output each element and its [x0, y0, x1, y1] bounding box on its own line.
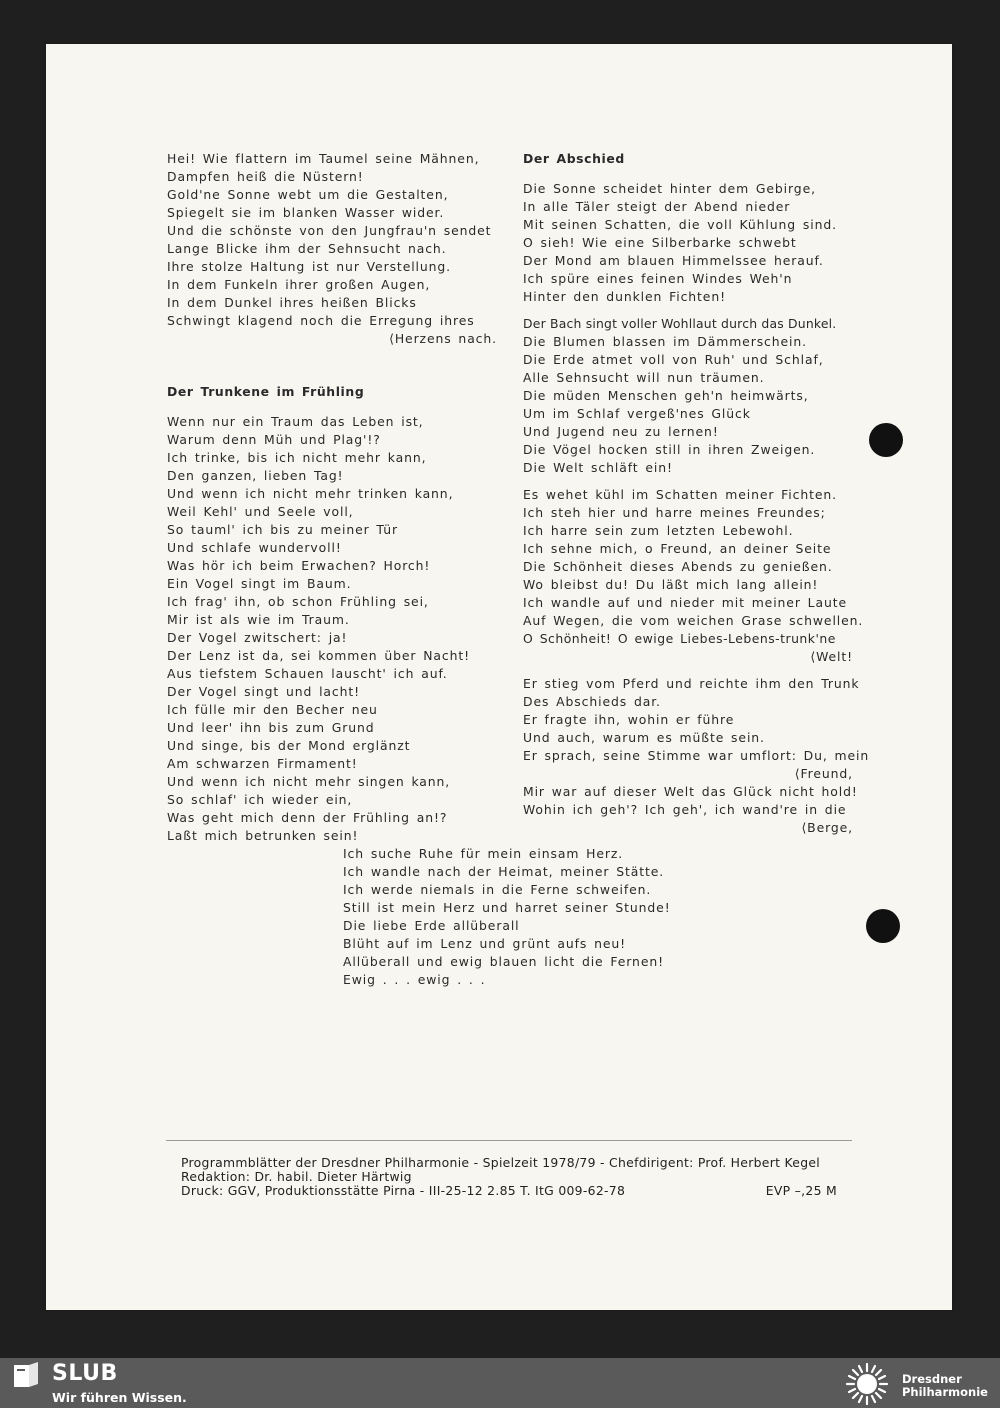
poem-line: Der Mond am blauen Himmelssee herauf.	[523, 253, 824, 268]
poem-line: Den ganzen, lieben Tag!	[167, 468, 344, 483]
poem-line: Um im Schlaf vergeß'nes Glück	[523, 406, 751, 421]
poem-line: Laßt mich betrunken sein!	[167, 828, 359, 843]
slub-tagline: Wir führen Wissen.	[52, 1390, 187, 1405]
poem-line: Und auch, warum es müßte sein.	[523, 730, 765, 745]
poem-line: Auf Wegen, die vom weichen Grase schwellen.	[523, 613, 864, 628]
poem-line-wrap: ⟨Herzens nach.	[389, 331, 497, 346]
poem-line-wrap: ⟨Berge,	[801, 820, 853, 835]
poem-line: In dem Dunkel ihres heißen Blicks	[167, 295, 417, 310]
poem-line: Er sprach, seine Stimme war umflort: Du, mein	[523, 748, 870, 763]
poem-line: Am schwarzen Firmament!	[167, 756, 358, 771]
closing-stanza	[343, 845, 683, 989]
poem-line: Die Welt schläft ein!	[523, 460, 673, 475]
poem-line: Spiegelt sie im blanken Wasser wider.	[167, 205, 445, 220]
poem-line: Und wenn ich nicht mehr trinken kann,	[167, 486, 454, 501]
poem-title-abschied: Der Abschied	[523, 151, 625, 166]
poem-line: Die Schönheit dieses Abends zu genießen.	[523, 559, 833, 574]
poem-line-wrap: ⟨Welt!	[810, 649, 853, 664]
poem-line: Weil Kehl' und Seele voll,	[167, 504, 354, 519]
poem-line: Der Bach singt voller Wohllaut durch das Dunkel.	[523, 316, 837, 331]
right-column	[523, 150, 870, 846]
poem-line: O Schönheit! O ewige Liebes-Lebens-trunk'ne	[523, 631, 836, 646]
poem-line: Ich suche Ruhe für mein einsam Herz.	[343, 846, 624, 861]
poem-line: Ich fülle mir den Becher neu	[167, 702, 378, 717]
philharmonie-logo-icon[interactable]	[841, 1360, 893, 1408]
slub-name[interactable]: SLUB	[52, 1361, 118, 1386]
poem-line: Hinter den dunklen Fichten!	[523, 289, 726, 304]
poem-line: Lange Blicke ihm der Sehnsucht nach.	[167, 241, 447, 256]
poem-line: Was geht mich denn der Frühling an!?	[167, 810, 448, 825]
poem-title-trunkene: Der Trunkene im Frühling	[167, 384, 365, 399]
poem-line: Mir war auf dieser Welt das Glück nicht hold!	[523, 784, 858, 799]
poem-line: Warum denn Müh und Plag'!?	[167, 432, 381, 447]
poem-line: So tauml' ich bis zu meiner Tür	[167, 522, 398, 537]
poem-line: Ich steh hier und harre meines Freundes;	[523, 505, 826, 520]
left-column	[167, 150, 497, 854]
poem-line: Die Vögel hocken still in ihren Zweigen.	[523, 442, 816, 457]
poem-line: Wo bleibst du! Du läßt mich lang allein!	[523, 577, 819, 592]
poem-line: In alle Täler steigt der Abend nieder	[523, 199, 791, 214]
poem-line: Er fragte ihn, wohin er führe	[523, 712, 735, 727]
poem-line: Dampfen heiß die Nüstern!	[167, 169, 364, 184]
poem-line: Ewig . . . ewig . . .	[343, 972, 486, 987]
poem-line: Blüht auf im Lenz und grünt aufs neu!	[343, 936, 627, 951]
imprint-line-publisher: Programmblätter der Dresdner Philharmonie - Spielzeit 1978/79 - Chefdirigent: Prof. Herbert Kegel	[181, 1155, 821, 1170]
poem-stanza-abschied-4	[523, 675, 870, 837]
poem-stanza-ride	[167, 150, 497, 348]
poem-line: Des Abschieds dar.	[523, 694, 661, 709]
poem-line: Und wenn ich nicht mehr singen kann,	[167, 774, 451, 789]
poem-line: Still ist mein Herz und harret seiner Stunde!	[343, 900, 671, 915]
poem-line: Er stieg vom Pferd und reichte ihm den Trunk	[523, 676, 860, 691]
poem-line: Und schlafe wundervoll!	[167, 540, 342, 555]
poem-line: Aus tiefstem Schauen lauscht' ich auf.	[167, 666, 448, 681]
poem-line: Es wehet kühl im Schatten meiner Fichten.	[523, 487, 837, 502]
poem-line: Die müden Menschen geh'n heimwärts,	[523, 388, 809, 403]
imprint-line-editor: Redaktion: Dr. habil. Dieter Härtwig	[181, 1169, 412, 1184]
poem-line: In dem Funkeln ihrer großen Augen,	[167, 277, 431, 292]
poem-stanza-abschied-1	[523, 180, 853, 306]
poem-line: Und die schönste von den Jungfrau'n sendet	[167, 223, 492, 238]
poem-line-wrap: ⟨Freund,	[794, 766, 853, 781]
poem-line: Hei! Wie flattern im Taumel seine Mähnen,	[167, 151, 480, 166]
poem-line: Alle Sehnsucht will nun träumen.	[523, 370, 765, 385]
poem-line: Der Lenz ist da, sei kommen über Nacht!	[167, 648, 470, 663]
poem-line: Und singe, bis der Mond erglänzt	[167, 738, 411, 753]
philharmonie-name-line1: Dresdner	[902, 1372, 962, 1386]
imprint-print-text: Druck: GGV, Produktionsstätte Pirna - III-25-12 2.85 T. ItG 009-62-78	[181, 1183, 626, 1198]
punch-hole-upper	[869, 423, 903, 457]
poem-line: Wohin ich geh'? Ich geh', ich wand're in die	[523, 802, 847, 817]
poem-line: Ein Vogel singt im Baum.	[167, 576, 352, 591]
poem-line: Ich wandle auf und nieder mit meiner Laute	[523, 595, 847, 610]
poem-stanza-abschied-3	[523, 486, 864, 666]
philharmonie-name-line2: Philharmonie	[902, 1385, 988, 1399]
poem-line: Ich wandle nach der Heimat, meiner Stätte.	[343, 864, 665, 879]
poem-line: Wenn nur ein Traum das Leben ist,	[167, 414, 424, 429]
poem-line: Ich trinke, bis ich nicht mehr kann,	[167, 450, 427, 465]
poem-line: Gold'ne Sonne webt um die Gestalten,	[167, 187, 449, 202]
slub-logo-icon[interactable]	[12, 1360, 40, 1390]
poem-line: So schlaf' ich wieder ein,	[167, 792, 353, 807]
imprint-line-print	[181, 1184, 837, 1198]
poem-line: Ich sehne mich, o Freund, an deiner Seite	[523, 541, 832, 556]
poem-line: Was hör ich beim Erwachen? Horch!	[167, 558, 431, 573]
poem-line: Mit seinen Schatten, die voll Kühlung sind.	[523, 217, 837, 232]
poem-line: Die Sonne scheidet hinter dem Gebirge,	[523, 181, 816, 196]
poem-line: Die liebe Erde allüberall	[343, 918, 520, 933]
footer-divider	[166, 1140, 852, 1141]
poem-stanza-abschied-2	[523, 315, 853, 477]
poem-line: Ich spüre eines feinen Windes Weh'n	[523, 271, 793, 286]
poem-line: Ich werde niemals in die Ferne schweifen.	[343, 882, 652, 897]
poem-line: Die Erde atmet voll von Ruh' und Schlaf,	[523, 352, 824, 367]
imprint	[181, 1156, 837, 1198]
poem-line: Die Blumen blassen im Dämmerschein.	[523, 334, 807, 349]
poem-line: Schwingt klagend noch die Erregung ihres	[167, 313, 475, 328]
poem-line: Der Vogel singt und lacht!	[167, 684, 361, 699]
poem-line: Und leer' ihn bis zum Grund	[167, 720, 375, 735]
poem-line: Und Jugend neu zu lernen!	[523, 424, 719, 439]
philharmonie-name[interactable]	[902, 1373, 988, 1399]
poem-line: Ich frag' ihn, ob schon Frühling sei,	[167, 594, 429, 609]
poem-line: O sieh! Wie eine Silberbarke schwebt	[523, 235, 797, 250]
poem-line: Ihre stolze Haltung ist nur Verstellung.	[167, 259, 452, 274]
poem-line: Der Vogel zwitschert: ja!	[167, 630, 348, 645]
poem-line: Mir ist als wie im Traum.	[167, 612, 350, 627]
poem-stanza-trunkene	[167, 413, 497, 845]
poem-line: Allüberall und ewig blauen licht die Fernen!	[343, 954, 664, 969]
price-label: EVP –,25 M	[765, 1183, 837, 1198]
punch-hole-lower	[866, 909, 900, 943]
poem-line: Ich harre sein zum letzten Lebewohl.	[523, 523, 794, 538]
